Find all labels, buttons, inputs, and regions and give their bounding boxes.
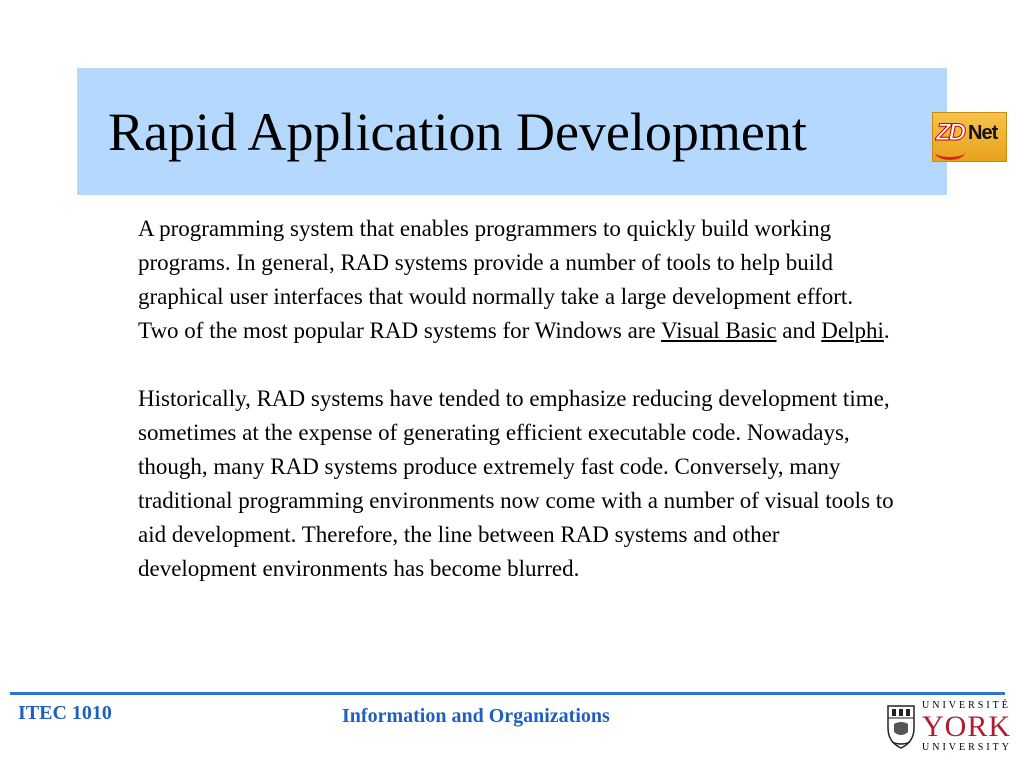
york-name: YORK <box>922 710 1012 743</box>
zdnet-logo <box>932 112 1007 162</box>
slide-body <box>138 212 898 586</box>
york-wordmark <box>922 700 1012 754</box>
paragraph-definition <box>138 212 898 348</box>
zdnet-swoosh-icon <box>935 145 965 160</box>
zdnet-logo-net: Net <box>968 122 998 144</box>
visual-basic-link[interactable]: Visual Basic <box>661 318 777 343</box>
slide-title: Rapid Application Development <box>108 102 807 162</box>
footer-divider <box>10 692 1005 695</box>
paragraph-history: Historically, RAD systems have tended to emphasize reducing development time, sometimes at the expense of generating efficient executable code. Nowadays, though, many RAD systems produce extremely fast code. Conversely, many traditional programming environments now come with a number of visual tools to aid development. Therefore, the line between RAD systems and other development environments has become blurred. <box>138 386 894 581</box>
delphi-link[interactable]: Delphi <box>821 318 884 343</box>
york-university: UNIVERSITY <box>922 742 1012 753</box>
course-code: ITEC 1010 <box>18 702 112 724</box>
york-universite: UNIVERSITÉ <box>922 700 1011 711</box>
footer-title: Information and Organizations <box>342 705 610 727</box>
zdnet-logo-zd: ZD <box>936 119 964 146</box>
paragraph-definition-end: . <box>883 318 890 343</box>
paragraph-definition-text: A programming system that enables programmers to quickly build working programs. In general, RAD systems provide a number of tools to help build graphical user interfaces that would normally take a large development effort. Two of the most popular RAD systems for Windows are <box>138 216 854 343</box>
york-crest-icon <box>884 702 918 750</box>
paragraph-definition-and: and <box>776 318 822 343</box>
